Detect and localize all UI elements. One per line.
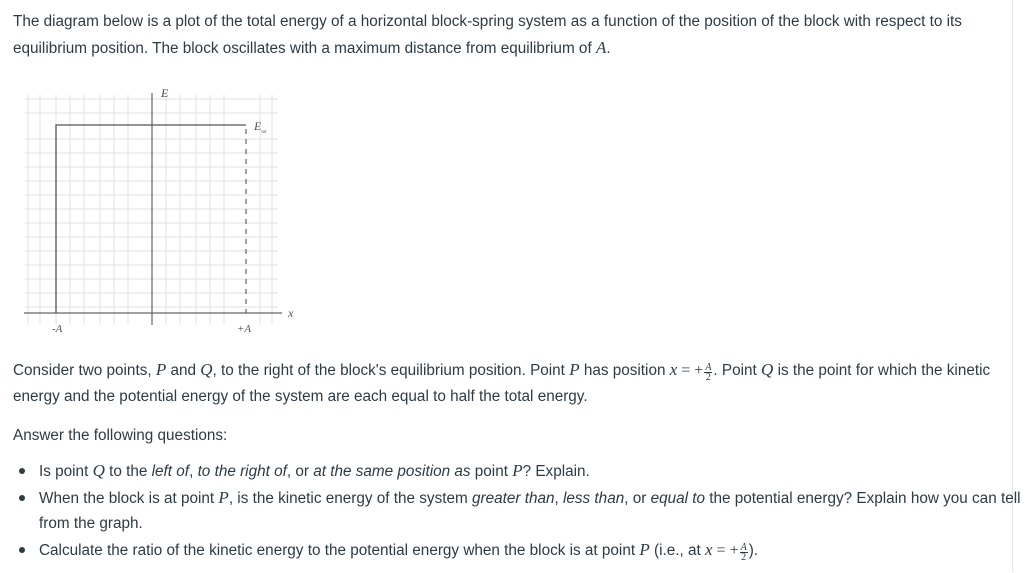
total-energy-label: $E_{tot}$ xyxy=(254,119,267,135)
consider-paragraph: Consider two points, P and Q, to the right of the block's equilibrium position. Point P has position x = + $\frac{A}{2}$ . Point Q is the point for which the kinetic energy and the potential energy of the system are each equal to half the total energy. xyxy=(13,360,991,405)
question-item-2: When the block is at point P, is the kinetic energy of the system greater than, less than, or equal to the potential energy? Explain how you can tell from the graph. xyxy=(39,485,1029,537)
amplitude-variable: A xyxy=(595,38,607,57)
question-item-3: Calculate the ratio of the kinetic energy to the potential energy when the block is at point P (i.e., at x = + $\frac{A}{2}$ ). xyxy=(39,537,1029,564)
answer-prompt: Answer the following questions: xyxy=(13,427,228,444)
fraction-a-over-2: $\frac{A}{2}$ xyxy=(705,362,712,383)
x-axis-label: x xyxy=(288,306,294,320)
fraction-a-over-2-q3: $\frac{A}{2}$ xyxy=(740,541,747,563)
tick-label-plus-a: +A xyxy=(237,323,252,335)
energy-position-graph xyxy=(20,85,294,340)
tick-label-minus-a: -A xyxy=(52,323,63,335)
point-p-variable: P xyxy=(155,360,167,379)
question-item-1: Is point Q to the left of, to the right of, or at the same position as point P? Explain. xyxy=(39,458,1029,485)
y-axis-label: E xyxy=(161,86,169,100)
question-list xyxy=(13,458,1029,563)
intro-text: The diagram below is a plot of the total energy of a horizontal block-spring system as a function of the position of the block with respect to its equilibrium position. The block oscillates with a maximum distance from equilibrium of xyxy=(13,13,962,57)
point-q-variable: Q xyxy=(200,360,213,379)
intro-paragraph xyxy=(13,9,1003,62)
intro-period: . xyxy=(606,40,611,57)
